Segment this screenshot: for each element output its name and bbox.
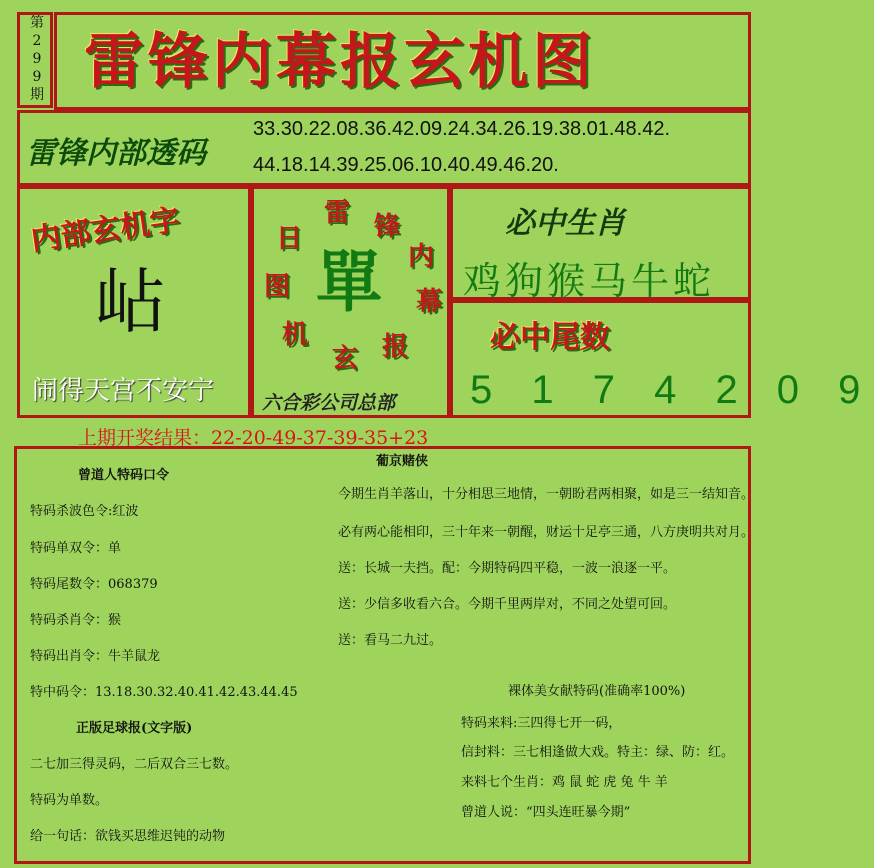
left-item-4: 特码杀肖令：猴 bbox=[30, 613, 122, 628]
weishu-digits: 5 1 7 4 2 0 9 bbox=[470, 368, 874, 412]
codes-label: 雷锋内部透码 bbox=[26, 136, 206, 171]
left-item2-3: 给一句话：欲钱买思维迟钝的动物 bbox=[30, 829, 226, 844]
xuanji-phrase: 闹得天宫不安宁 bbox=[32, 376, 215, 406]
left-item-1: 特码杀波色令:红波 bbox=[30, 504, 139, 519]
right-line2-1: 特码来料:三四得七开一码， bbox=[461, 716, 622, 731]
right-line-1: 今期生肖羊落山，十分相思三地情，一朝盼君两相聚，如是三一结知音。 bbox=[338, 487, 755, 502]
left-item2-2: 特码为单数。 bbox=[30, 793, 109, 808]
ring-char-1: 雷 bbox=[323, 198, 350, 228]
left-item-2: 特码单双令：单 bbox=[30, 541, 122, 556]
issue-label: 第 2 9 9 期 bbox=[30, 15, 44, 103]
xuanji-label: 内部玄机字 bbox=[28, 202, 183, 259]
left-title-1: 曾道人特码口令 bbox=[78, 468, 170, 483]
left-item-5: 特码出肖令：牛羊鼠龙 bbox=[30, 649, 161, 664]
left-item-3: 特码尾数令：068379 bbox=[30, 577, 158, 592]
right-title-2: 裸体美女献特码(准确率100%) bbox=[508, 684, 686, 699]
right-line-5: 送：看马二九过。 bbox=[338, 633, 443, 648]
weishu-label: 必中尾数 bbox=[490, 320, 610, 355]
page-title: 雷锋内幕报玄机图 bbox=[84, 27, 596, 97]
right-line2-3: 来料七个生肖：鸡 鼠 蛇 虎 兔 牛 羊 bbox=[461, 775, 668, 790]
last-result-numbers: 22-20-49-37-39-35+23 bbox=[211, 427, 429, 449]
right-line2-4: 曾道人说：“四头连旺暴今期” bbox=[461, 805, 631, 820]
right-line-2: 必有两心能相印，三十年来一朝醒，财运十足亭三通，八方庚明共对月。 bbox=[338, 525, 755, 540]
right-line-4: 送：少信多收看六合。今期千里两岸对，不同之处望可回。 bbox=[338, 597, 677, 612]
right-line-3: 送：长城一夫挡。配：今期特码四平稳，一波一浪逐一平。 bbox=[338, 561, 677, 576]
right-line2-2: 信封料：三七相逢做大戏。特主：绿、防：红。 bbox=[461, 745, 735, 760]
ring-char-3: 内 bbox=[407, 242, 434, 272]
right-title-1: 葡京赌侠 bbox=[376, 454, 429, 469]
ring-char-2: 锋 bbox=[373, 212, 400, 242]
codes-line-2: 44.18.14.39.25.06.10.40.49.46.20. bbox=[253, 154, 559, 176]
shengxiao-animals: 鸡狗猴马牛蛇 bbox=[463, 259, 716, 303]
ring-char-4: 幕 bbox=[415, 287, 442, 317]
left-item-6: 特中码令：13.18.30.32.40.41.42.43.44.45 bbox=[30, 685, 298, 700]
shengxiao-label: 必中生肖 bbox=[505, 206, 625, 241]
ring-char-5: 报 bbox=[381, 332, 408, 362]
center-footer: 六合彩公司总部 bbox=[262, 392, 396, 414]
ring-char-8: 图 bbox=[263, 272, 290, 302]
ring-char-6: 玄 bbox=[331, 344, 358, 374]
left-title-2: 正版足球报(文字版) bbox=[76, 721, 193, 736]
ring-char-7: 机 bbox=[281, 320, 308, 350]
center-big-char: 單 bbox=[316, 243, 382, 321]
ring-char-9: 日 bbox=[275, 224, 302, 254]
last-result-label: 上期开奖结果： bbox=[78, 427, 212, 449]
codes-line-1: 33.30.22.08.36.42.09.24.34.26.19.38.01.48.42. bbox=[253, 118, 671, 140]
left-item2-1: 二七加三得灵码，二后双合三七数。 bbox=[30, 757, 239, 772]
xuanji-character: 岾 bbox=[95, 261, 165, 343]
